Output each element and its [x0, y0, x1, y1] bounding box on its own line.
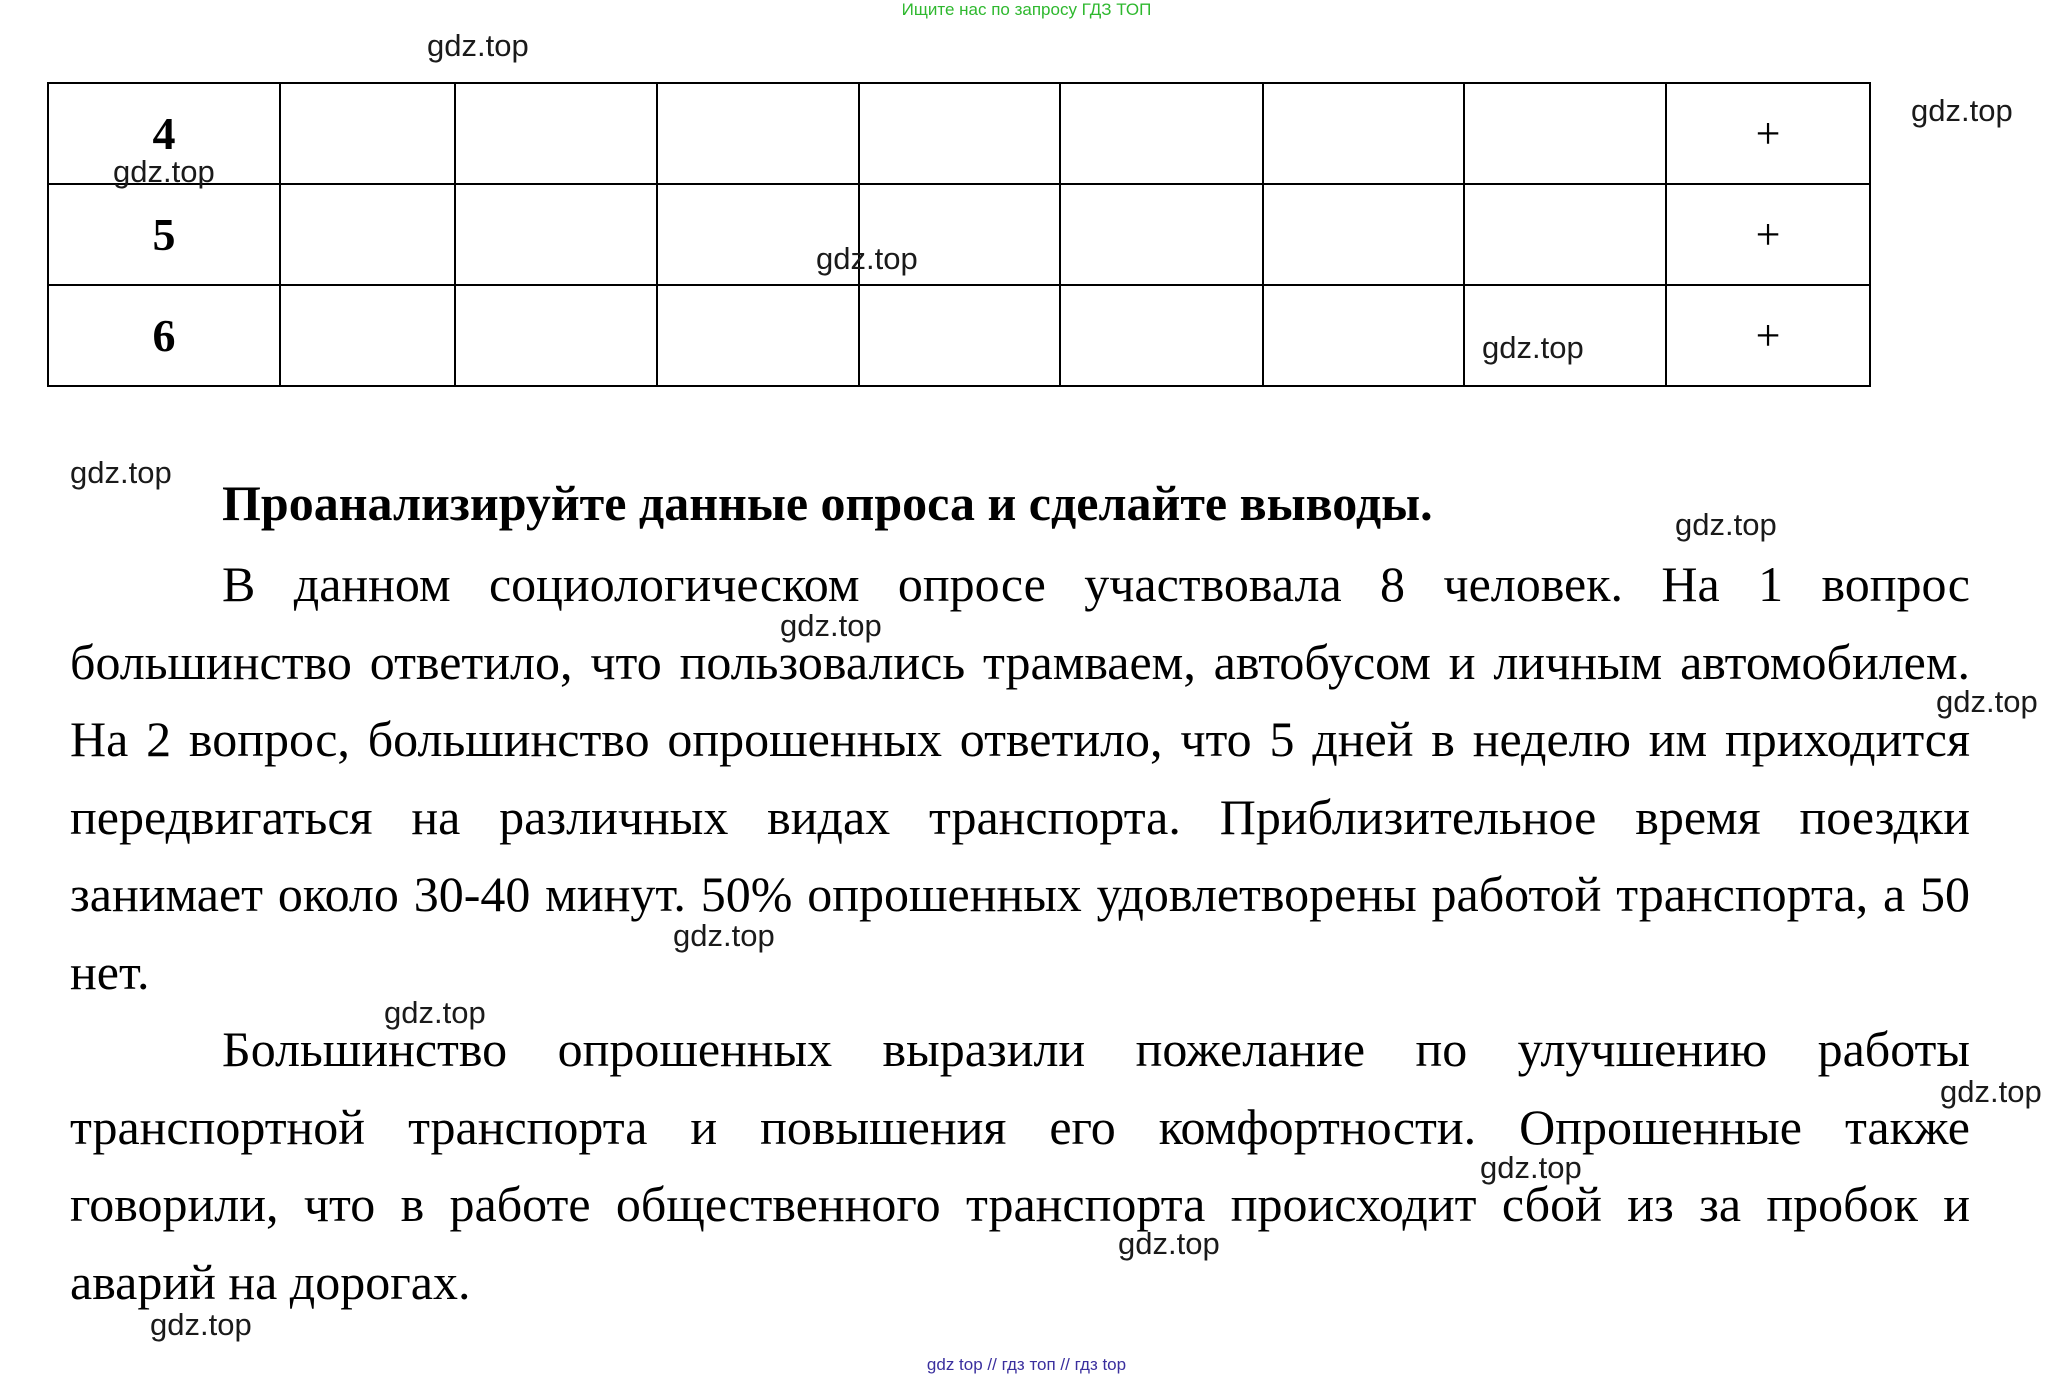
- watermark: gdz.top: [1911, 93, 2013, 128]
- table-cell: [1464, 184, 1666, 285]
- watermark: gdz.top: [70, 455, 172, 490]
- table-cell: [1060, 285, 1263, 386]
- survey-table: [47, 82, 1871, 387]
- table-cell: [1263, 285, 1464, 386]
- table-cell: [280, 184, 455, 285]
- watermark: gdz.top: [150, 1307, 252, 1342]
- table-cell: [280, 285, 455, 386]
- watermark: gdz.top: [1118, 1226, 1220, 1261]
- paragraph-survey-results: В данном социологическом опросе участвовала 8 человек. На 1 вопрос большинство ответило, что пользовались трамваем, автобусом и личным автомобилем. На 2 вопрос, большинство опрошенных ответило, что 5 дней в неделю им приходится передвигаться на различных видах транспорта. Приблизительное время поездки занимает около 30-40 минут. 50% опрошенных удовлетворены работой транспорта, а 50 нет.: [70, 556, 1970, 1000]
- table-cell: [1464, 83, 1666, 184]
- watermark: gdz.top: [113, 154, 215, 189]
- table-cell: [859, 83, 1060, 184]
- table-cell: [1060, 184, 1263, 285]
- table-cell: [859, 285, 1060, 386]
- paragraph-wishes: Большинство опрошенных выразили пожелание по улучшению работы транспортной транспорта и повышения его комфортности. Опрошенные также говорили, что в работе общественного транспорта происходит сбой из за пробок и аварий на дорогах.: [70, 1021, 1970, 1310]
- watermark: gdz.top: [1482, 330, 1584, 365]
- watermark: gdz.top: [427, 28, 529, 63]
- row-number: 6: [48, 285, 280, 386]
- watermark: gdz.top: [1675, 507, 1777, 542]
- table-row: [48, 83, 1870, 184]
- table-cell: [1263, 184, 1464, 285]
- plus-mark: +: [1666, 285, 1870, 386]
- table-cell: [1263, 83, 1464, 184]
- table-cell: [1060, 83, 1263, 184]
- footer-links: gdz top // гдз топ // гдз top: [926, 1355, 1127, 1374]
- table-cell: [455, 184, 657, 285]
- watermark: gdz.top: [1940, 1074, 2042, 1109]
- watermark: gdz.top: [384, 995, 486, 1030]
- watermark: gdz.top: [816, 241, 918, 276]
- table-cell: [455, 285, 657, 386]
- table-cell: [455, 83, 657, 184]
- watermark: gdz.top: [780, 608, 882, 643]
- table-cell: [657, 285, 859, 386]
- watermark: gdz.top: [1480, 1150, 1582, 1185]
- table-cell: [280, 83, 455, 184]
- row-number: 5: [48, 184, 280, 285]
- table-cell: [657, 83, 859, 184]
- table-row: [48, 285, 1870, 386]
- plus-mark: +: [1666, 184, 1870, 285]
- top-banner: Ищите нас по запросу ГДЗ ТОП: [901, 0, 1152, 19]
- row-number: 4: [48, 83, 280, 184]
- watermark: gdz.top: [673, 918, 775, 953]
- section-heading: Проанализируйте данные опроса и сделайте выводы.: [222, 475, 1433, 531]
- table-row: [48, 184, 1870, 285]
- watermark: gdz.top: [1936, 684, 2038, 719]
- plus-mark: +: [1666, 83, 1870, 184]
